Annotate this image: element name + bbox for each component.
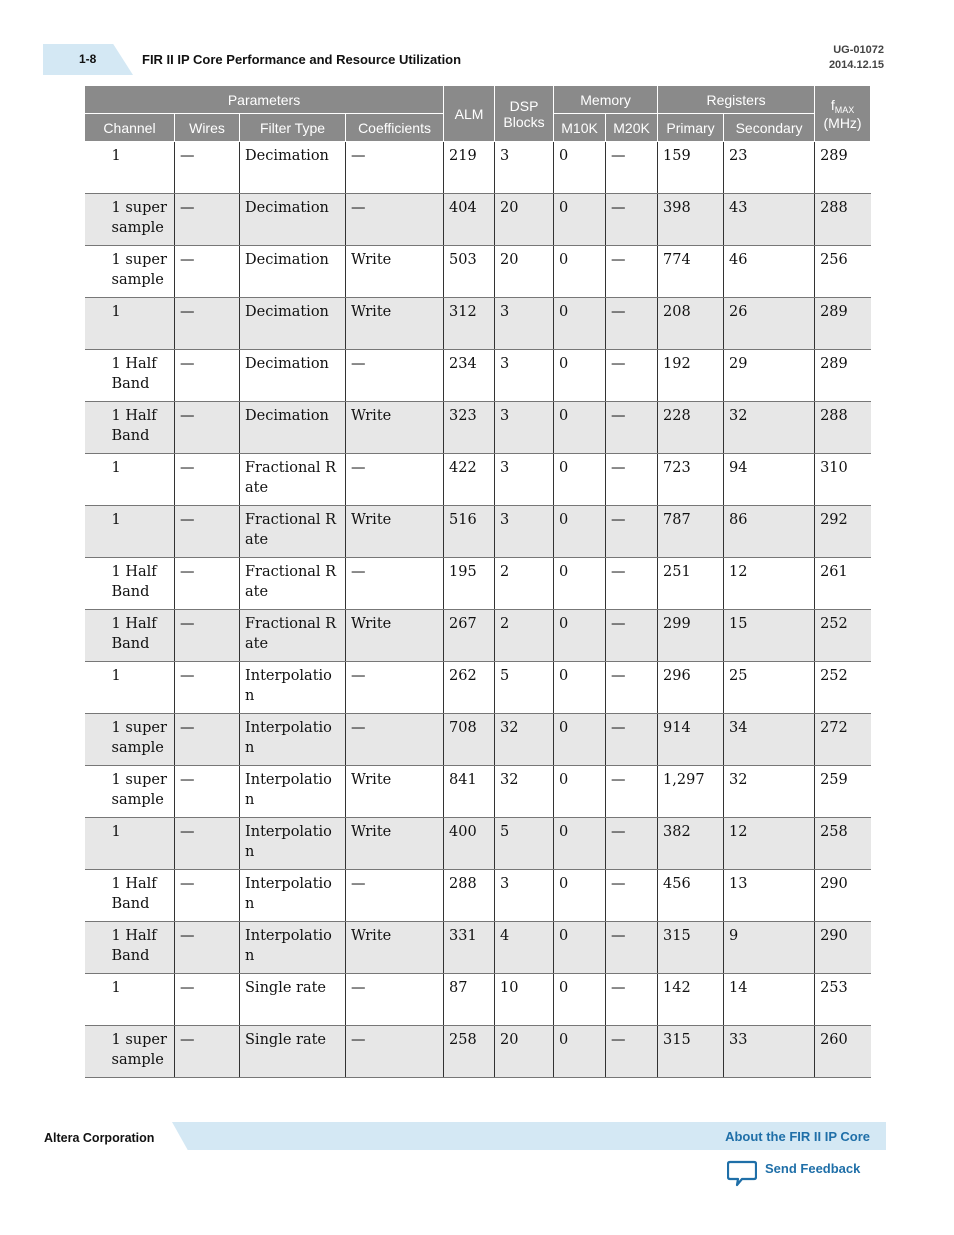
coefficients-cell: — xyxy=(346,454,444,506)
m10k-cell: 0 xyxy=(554,558,606,610)
coefficients-header: Coefficients xyxy=(346,114,444,142)
wires-cell: — xyxy=(175,298,240,350)
filter-type-cell: Single rate xyxy=(240,974,346,1026)
channel-cell: 1 super sample xyxy=(85,246,175,298)
secondary-registers-cell: 13 xyxy=(724,870,815,922)
registers-header: Registers xyxy=(658,86,815,114)
coefficients-cell: — xyxy=(346,662,444,714)
m10k-cell: 0 xyxy=(554,610,606,662)
footer-company: Altera Corporation xyxy=(44,1131,155,1145)
dsp-blocks-cell: 10 xyxy=(495,974,554,1026)
primary-registers-cell: 228 xyxy=(658,402,724,454)
coefficients-cell: — xyxy=(346,558,444,610)
table-row xyxy=(85,246,871,298)
primary-registers-cell: 296 xyxy=(658,662,724,714)
fmax-cell: 292 xyxy=(815,506,871,558)
primary-registers-cell: 787 xyxy=(658,506,724,558)
primary-registers-cell: 723 xyxy=(658,454,724,506)
alm-cell: 288 xyxy=(444,870,495,922)
m10k-cell: 0 xyxy=(554,298,606,350)
secondary-registers-cell: 29 xyxy=(724,350,815,402)
table-body xyxy=(85,142,871,1078)
fmax-cell: 289 xyxy=(815,142,871,194)
fmax-cell: 258 xyxy=(815,818,871,870)
dsp-blocks-cell: 3 xyxy=(495,506,554,558)
coefficients-cell: — xyxy=(346,974,444,1026)
dsp-blocks-cell: 3 xyxy=(495,142,554,194)
fmax-cell: 252 xyxy=(815,662,871,714)
table-row xyxy=(85,922,871,974)
wires-cell: — xyxy=(175,870,240,922)
wires-cell: — xyxy=(175,714,240,766)
m20k-cell: — xyxy=(606,1026,658,1078)
fmax-cell: 253 xyxy=(815,974,871,1026)
dsp-blocks-cell: 3 xyxy=(495,402,554,454)
coefficients-cell: — xyxy=(346,1026,444,1078)
primary-registers-cell: 456 xyxy=(658,870,724,922)
table-row xyxy=(85,194,871,246)
secondary-registers-cell: 33 xyxy=(724,1026,815,1078)
filter-type-cell: Interpolation xyxy=(240,662,346,714)
channel-cell: 1 xyxy=(85,142,175,194)
filter-type-cell: Decimation xyxy=(240,246,346,298)
document-info xyxy=(829,43,884,73)
table-row xyxy=(85,1026,871,1078)
m10k-cell: 0 xyxy=(554,142,606,194)
wires-cell: — xyxy=(175,142,240,194)
filter-type-cell: Fractional Rate xyxy=(240,610,346,662)
wires-cell: — xyxy=(175,246,240,298)
primary-registers-cell: 251 xyxy=(658,558,724,610)
parameters-header: Parameters xyxy=(85,86,444,114)
primary-registers-cell: 208 xyxy=(658,298,724,350)
fmax-cell: 288 xyxy=(815,402,871,454)
filter-type-cell: Decimation xyxy=(240,402,346,454)
secondary-registers-cell: 26 xyxy=(724,298,815,350)
wires-cell: — xyxy=(175,662,240,714)
dsp-blocks-header: DSP Blocks xyxy=(495,86,554,142)
secondary-header: Secondary xyxy=(724,114,815,142)
coefficients-cell: — xyxy=(346,194,444,246)
send-feedback-label: Send Feedback xyxy=(765,1161,861,1176)
table-row xyxy=(85,818,871,870)
dsp-blocks-cell: 32 xyxy=(495,714,554,766)
m10k-cell: 0 xyxy=(554,506,606,558)
m10k-cell: 0 xyxy=(554,818,606,870)
m10k-cell: 0 xyxy=(554,402,606,454)
primary-header: Primary xyxy=(658,114,724,142)
page-number-tab xyxy=(43,44,133,75)
filter-type-cell: Fractional Rate xyxy=(240,558,346,610)
table-row xyxy=(85,454,871,506)
table-row xyxy=(85,142,871,194)
dsp-blocks-cell: 20 xyxy=(495,246,554,298)
channel-cell: 1 Half Band xyxy=(85,350,175,402)
channel-cell: 1 xyxy=(85,974,175,1026)
primary-registers-cell: 382 xyxy=(658,818,724,870)
channel-header: Channel xyxy=(85,114,175,142)
secondary-registers-cell: 12 xyxy=(724,818,815,870)
m20k-cell: — xyxy=(606,610,658,662)
m10k-cell: 0 xyxy=(554,246,606,298)
m20k-cell: — xyxy=(606,194,658,246)
table-row xyxy=(85,402,871,454)
fmax-cell: 289 xyxy=(815,298,871,350)
m10k-header: M10K xyxy=(554,114,606,142)
dsp-blocks-cell: 5 xyxy=(495,818,554,870)
filter-type-cell: Fractional Rate xyxy=(240,454,346,506)
coefficients-cell: Write xyxy=(346,506,444,558)
secondary-registers-cell: 86 xyxy=(724,506,815,558)
secondary-registers-cell: 9 xyxy=(724,922,815,974)
alm-cell: 503 xyxy=(444,246,495,298)
coefficients-cell: Write xyxy=(346,298,444,350)
alm-cell: 312 xyxy=(444,298,495,350)
fmax-cell: 288 xyxy=(815,194,871,246)
alm-cell: 422 xyxy=(444,454,495,506)
wires-cell: — xyxy=(175,766,240,818)
table-row xyxy=(85,558,871,610)
fmax-cell: 259 xyxy=(815,766,871,818)
filter-type-cell: Interpolation xyxy=(240,870,346,922)
filter-type-cell: Single rate xyxy=(240,1026,346,1078)
speech-bubble-icon xyxy=(727,1158,757,1188)
primary-registers-cell: 774 xyxy=(658,246,724,298)
alm-cell: 234 xyxy=(444,350,495,402)
primary-registers-cell: 315 xyxy=(658,1026,724,1078)
coefficients-cell: Write xyxy=(346,818,444,870)
primary-registers-cell: 914 xyxy=(658,714,724,766)
coefficients-cell: — xyxy=(346,142,444,194)
primary-registers-cell: 398 xyxy=(658,194,724,246)
m20k-cell: — xyxy=(606,246,658,298)
dsp-blocks-cell: 32 xyxy=(495,766,554,818)
dsp-blocks-cell: 2 xyxy=(495,610,554,662)
alm-header: ALM xyxy=(444,86,495,142)
channel-cell: 1 Half Band xyxy=(85,870,175,922)
m10k-cell: 0 xyxy=(554,454,606,506)
wires-cell: — xyxy=(175,818,240,870)
page-header-title: FIR II IP Core Performance and Resource Utilization xyxy=(142,52,462,67)
table-row xyxy=(85,662,871,714)
table-row xyxy=(85,298,871,350)
coefficients-cell: Write xyxy=(346,402,444,454)
wires-cell: — xyxy=(175,402,240,454)
primary-registers-cell: 159 xyxy=(658,142,724,194)
alm-cell: 267 xyxy=(444,610,495,662)
alm-cell: 841 xyxy=(444,766,495,818)
secondary-registers-cell: 34 xyxy=(724,714,815,766)
alm-cell: 219 xyxy=(444,142,495,194)
primary-registers-cell: 142 xyxy=(658,974,724,1026)
dsp-blocks-cell: 5 xyxy=(495,662,554,714)
channel-cell: 1 xyxy=(85,454,175,506)
coefficients-cell: — xyxy=(346,714,444,766)
document-id: UG-01072 xyxy=(833,44,884,56)
channel-cell: 1 xyxy=(85,506,175,558)
primary-registers-cell: 1,297 xyxy=(658,766,724,818)
section-link[interactable]: About the FIR II IP Core xyxy=(725,1129,870,1144)
filter-type-header: Filter Type xyxy=(240,114,346,142)
m10k-cell: 0 xyxy=(554,870,606,922)
alm-cell: 258 xyxy=(444,1026,495,1078)
m20k-cell: — xyxy=(606,662,658,714)
secondary-registers-cell: 43 xyxy=(724,194,815,246)
m10k-cell: 0 xyxy=(554,194,606,246)
wires-cell: — xyxy=(175,558,240,610)
alm-cell: 87 xyxy=(444,974,495,1026)
wires-cell: — xyxy=(175,974,240,1026)
m10k-cell: 0 xyxy=(554,350,606,402)
filter-type-cell: Decimation xyxy=(240,142,346,194)
channel-cell: 1 Half Band xyxy=(85,558,175,610)
m20k-cell: — xyxy=(606,714,658,766)
dsp-blocks-cell: 20 xyxy=(495,1026,554,1078)
table-row xyxy=(85,506,871,558)
filter-type-cell: Interpolation xyxy=(240,714,346,766)
alm-cell: 400 xyxy=(444,818,495,870)
alm-cell: 323 xyxy=(444,402,495,454)
fmax-cell: 290 xyxy=(815,870,871,922)
m20k-cell: — xyxy=(606,506,658,558)
table-row xyxy=(85,766,871,818)
fmax-cell: 310 xyxy=(815,454,871,506)
dsp-blocks-cell: 3 xyxy=(495,350,554,402)
alm-cell: 262 xyxy=(444,662,495,714)
wires-header: Wires xyxy=(175,114,240,142)
channel-cell: 1 super sample xyxy=(85,766,175,818)
primary-registers-cell: 192 xyxy=(658,350,724,402)
m20k-header: M20K xyxy=(606,114,658,142)
coefficients-cell: Write xyxy=(346,766,444,818)
filter-type-cell: Decimation xyxy=(240,298,346,350)
table-row xyxy=(85,870,871,922)
coefficients-cell: Write xyxy=(346,246,444,298)
fmax-symbol: f xyxy=(830,96,835,113)
m20k-cell: — xyxy=(606,974,658,1026)
m20k-cell: — xyxy=(606,922,658,974)
m10k-cell: 0 xyxy=(554,922,606,974)
dsp-blocks-cell: 4 xyxy=(495,922,554,974)
wires-cell: — xyxy=(175,1026,240,1078)
alm-cell: 404 xyxy=(444,194,495,246)
dsp-blocks-cell: 3 xyxy=(495,454,554,506)
table-row xyxy=(85,610,871,662)
fmax-header xyxy=(815,86,871,142)
secondary-registers-cell: 32 xyxy=(724,766,815,818)
m20k-cell: — xyxy=(606,454,658,506)
fmax-unit: (MHz) xyxy=(823,114,862,131)
wires-cell: — xyxy=(175,194,240,246)
m20k-cell: — xyxy=(606,142,658,194)
coefficients-cell: Write xyxy=(346,610,444,662)
channel-cell: 1 xyxy=(85,662,175,714)
channel-cell: 1 Half Band xyxy=(85,402,175,454)
alm-cell: 331 xyxy=(444,922,495,974)
m20k-cell: — xyxy=(606,818,658,870)
primary-registers-cell: 299 xyxy=(658,610,724,662)
filter-type-cell: Interpolation xyxy=(240,818,346,870)
secondary-registers-cell: 12 xyxy=(724,558,815,610)
secondary-registers-cell: 15 xyxy=(724,610,815,662)
coefficients-cell: Write xyxy=(346,922,444,974)
fmax-cell: 260 xyxy=(815,1026,871,1078)
alm-cell: 195 xyxy=(444,558,495,610)
secondary-registers-cell: 14 xyxy=(724,974,815,1026)
channel-cell: 1 super sample xyxy=(85,194,175,246)
channel-cell: 1 super sample xyxy=(85,1026,175,1078)
table-row xyxy=(85,350,871,402)
wires-cell: — xyxy=(175,922,240,974)
dsp-blocks-cell: 3 xyxy=(495,298,554,350)
filter-type-cell: Interpolation xyxy=(240,766,346,818)
m10k-cell: 0 xyxy=(554,714,606,766)
dsp-blocks-cell: 20 xyxy=(495,194,554,246)
channel-cell: 1 super sample xyxy=(85,714,175,766)
m10k-cell: 0 xyxy=(554,766,606,818)
fmax-cell: 261 xyxy=(815,558,871,610)
channel-cell: 1 xyxy=(85,818,175,870)
fmax-cell: 290 xyxy=(815,922,871,974)
document-date: 2014.12.15 xyxy=(828,59,884,71)
coefficients-cell: — xyxy=(346,350,444,402)
page-number: 1-8 xyxy=(79,52,97,66)
memory-header: Memory xyxy=(554,86,658,114)
filter-type-cell: Decimation xyxy=(240,194,346,246)
wires-cell: — xyxy=(175,454,240,506)
fmax-cell: 289 xyxy=(815,350,871,402)
filter-type-cell: Decimation xyxy=(240,350,346,402)
table-row xyxy=(85,714,871,766)
resource-utilization-table xyxy=(84,85,871,1078)
m10k-cell: 0 xyxy=(554,662,606,714)
m20k-cell: — xyxy=(606,870,658,922)
alm-cell: 516 xyxy=(444,506,495,558)
channel-cell: 1 xyxy=(85,298,175,350)
wires-cell: — xyxy=(175,506,240,558)
filter-type-cell: Fractional Rate xyxy=(240,506,346,558)
coefficients-cell: — xyxy=(346,870,444,922)
m20k-cell: — xyxy=(606,298,658,350)
m20k-cell: — xyxy=(606,766,658,818)
fmax-cell: 252 xyxy=(815,610,871,662)
secondary-registers-cell: 23 xyxy=(724,142,815,194)
secondary-registers-cell: 46 xyxy=(724,246,815,298)
secondary-registers-cell: 32 xyxy=(724,402,815,454)
dsp-blocks-cell: 2 xyxy=(495,558,554,610)
secondary-registers-cell: 25 xyxy=(724,662,815,714)
table-row xyxy=(85,974,871,1026)
fmax-cell: 272 xyxy=(815,714,871,766)
m10k-cell: 0 xyxy=(554,1026,606,1078)
wires-cell: — xyxy=(175,350,240,402)
wires-cell: — xyxy=(175,610,240,662)
m10k-cell: 0 xyxy=(554,974,606,1026)
m20k-cell: — xyxy=(606,402,658,454)
fmax-subscript: MAX xyxy=(834,104,855,115)
fmax-cell: 256 xyxy=(815,246,871,298)
m20k-cell: — xyxy=(606,350,658,402)
channel-cell: 1 Half Band xyxy=(85,922,175,974)
filter-type-cell: Interpolation xyxy=(240,922,346,974)
dsp-blocks-cell: 3 xyxy=(495,870,554,922)
m20k-cell: — xyxy=(606,558,658,610)
channel-cell: 1 Half Band xyxy=(85,610,175,662)
group-header-row xyxy=(85,86,871,114)
secondary-registers-cell: 94 xyxy=(724,454,815,506)
alm-cell: 708 xyxy=(444,714,495,766)
primary-registers-cell: 315 xyxy=(658,922,724,974)
